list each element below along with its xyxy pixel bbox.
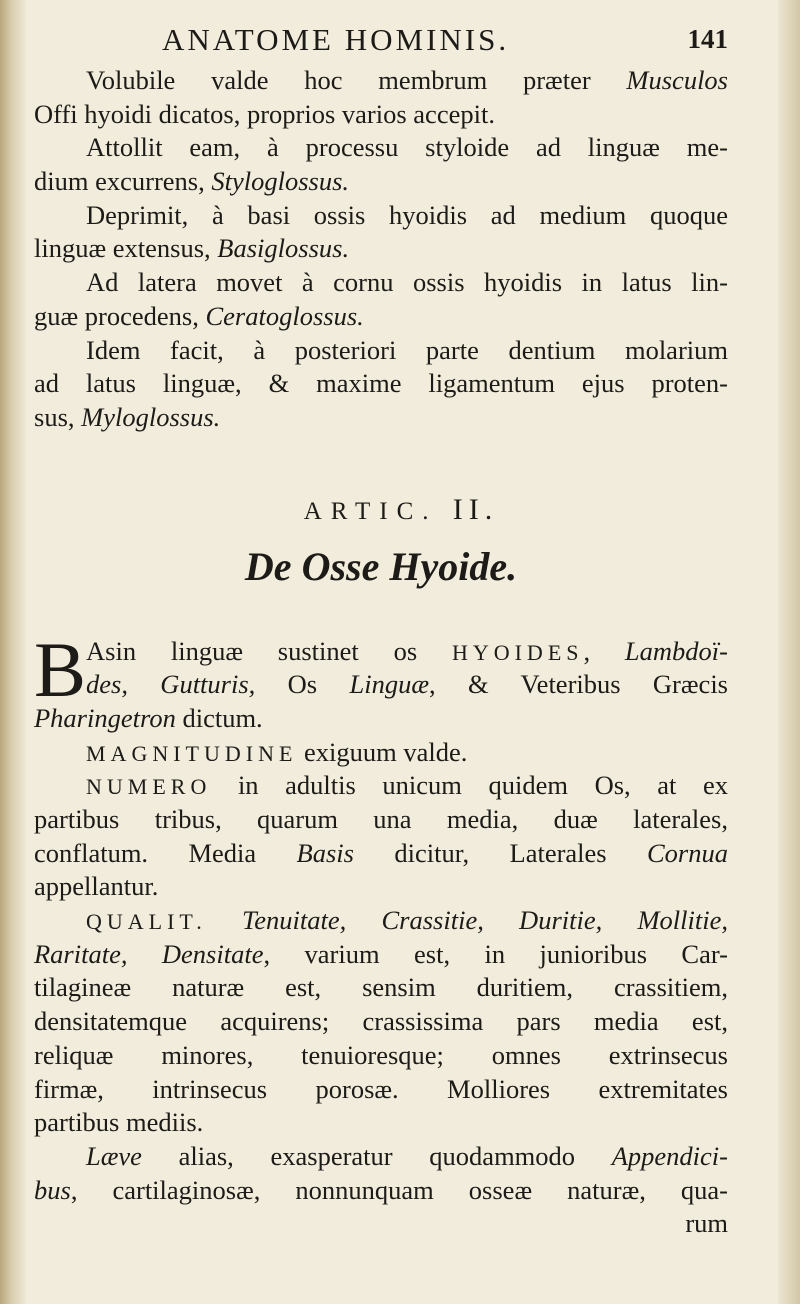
small-caps-term: NUMERO [86,774,212,800]
text-span: Offi hyoidi dicatos, proprios varios accepit. [34,98,495,129]
article-number: II. [452,492,499,526]
text-line [34,1174,728,1208]
text-span: ad latus linguæ, & maxime ligamentum ejus proten- [34,368,728,399]
italic-term: Tenuitate, Crassitie, Duritie, Mollitie, [206,905,728,936]
text-span: , & Veteribus Græcis [429,669,728,700]
text-span: reliquæ minores, tenuioresque; omnes extrinsecus [34,1039,728,1070]
italic-term: Ceratoglossus. [205,300,364,331]
page-text [34,14,728,1241]
italic-term: Pharingetron [34,702,176,733]
italic-term: Styloglossus. [211,166,350,197]
text-span: dictum. [175,702,263,733]
italic-term: Appendici- [611,1140,728,1171]
italic-term: des, Gutturis, [86,669,288,700]
text-span: Os [287,669,350,700]
text-span: partibus tribus, quarum una media, duæ laterales, [34,804,728,834]
text-span: Attollit eam, à processu styloide ad linguæ me- [86,132,728,163]
article-word: ARTIC. [303,497,438,525]
italic-term: Myloglossus. [81,401,221,432]
text-line [34,98,728,132]
text-line [34,401,728,435]
text-span: dicitur, Laterales [353,837,647,868]
text-line [34,300,728,334]
text-span: , cartilaginosæ, nonnunquam osseæ naturæ, qua- [70,1174,728,1205]
text-span: rum [685,1208,728,1239]
text-line [34,837,728,871]
text-span: dium excurrens, [34,166,212,197]
text-line [34,165,728,199]
text-span: sus, [34,401,82,432]
text-span: Asin linguæ sustinet os [86,635,452,666]
text-span: in adultis unicum quidem Os, at ex [211,770,728,801]
text-line [34,769,728,803]
text-span: , varium est, in junioribus Car- [263,938,728,969]
text-span: densitatemque acquirens; crassissima pars media est, [34,1006,728,1037]
text-line [34,702,728,736]
article-label [34,493,728,537]
italic-term: Basis [296,837,354,868]
text-line [34,367,728,401]
text-span: Volubile valde hoc membrum præter [86,65,627,95]
text-line [34,904,728,938]
small-caps-term: QUALIT. [86,909,207,935]
text-line [34,1106,728,1140]
text-line [34,232,728,266]
small-caps-term: MAGNITUDINE [86,740,298,766]
catchword [34,1207,728,1241]
text-span: firmæ, intrinsecus porosæ. Molliores extremitates [34,1073,728,1104]
drop-cap: B [34,625,87,713]
page-edge [778,0,800,1304]
text-span: Ad latera movet à cornu ossis hyoidis in latus lin- [86,267,728,298]
text-span: Deprimit, à basi ossis hyoidis ad medium quoque [86,199,728,230]
text-line [34,199,728,233]
page-number: 141 [687,24,728,54]
running-head-title: ANATOME HOMINIS. [162,22,510,57]
text-line [34,334,728,368]
page-gutter-shadow [0,0,26,1304]
text-span: alias, exasperatur quodammodo [141,1140,612,1171]
text-span: conflatum. Media [34,837,297,868]
text-span: Idem facit, à posteriori parte dentium molarium [86,334,728,365]
text-span: guæ procedens, [34,300,206,331]
muscles-section [34,64,728,435]
text-span: tilagineæ naturæ est, sensim duritiem, crassitiem, [34,972,728,1003]
text-line [34,64,728,98]
text-line [34,668,728,702]
text-span: linguæ extensus, [34,233,218,264]
text-line [34,938,728,972]
text-line [34,1073,728,1107]
text-line [34,635,728,669]
italic-term: Raritate, Densitate [34,938,264,969]
text-line [34,1005,728,1039]
italic-term: Musculos [626,65,728,95]
text-span: exiguum valde. [297,736,468,767]
small-caps-term: HYOIDES [451,639,584,665]
text-span: , [583,635,625,666]
text-span: partibus mediis. [34,1107,204,1138]
text-line [34,266,728,300]
text-line [34,131,728,165]
text-line [34,803,728,837]
section-heading: De Osse Hyoide. [244,543,518,589]
italic-term: Cornua [647,837,728,868]
italic-term: Linguæ [349,669,429,700]
text-line [34,870,728,904]
italic-term: Lambdoï- [624,635,728,666]
italic-term: Læve [86,1140,142,1171]
text-line [34,1039,728,1073]
text-span: appellantur. [34,871,159,902]
text-line [34,736,728,770]
hyoid-section [34,625,728,1241]
running-head [34,14,728,64]
italic-term: Basiglossus. [217,233,350,264]
italic-term: bus [34,1174,71,1205]
text-line [34,1140,728,1174]
text-line [34,971,728,1005]
